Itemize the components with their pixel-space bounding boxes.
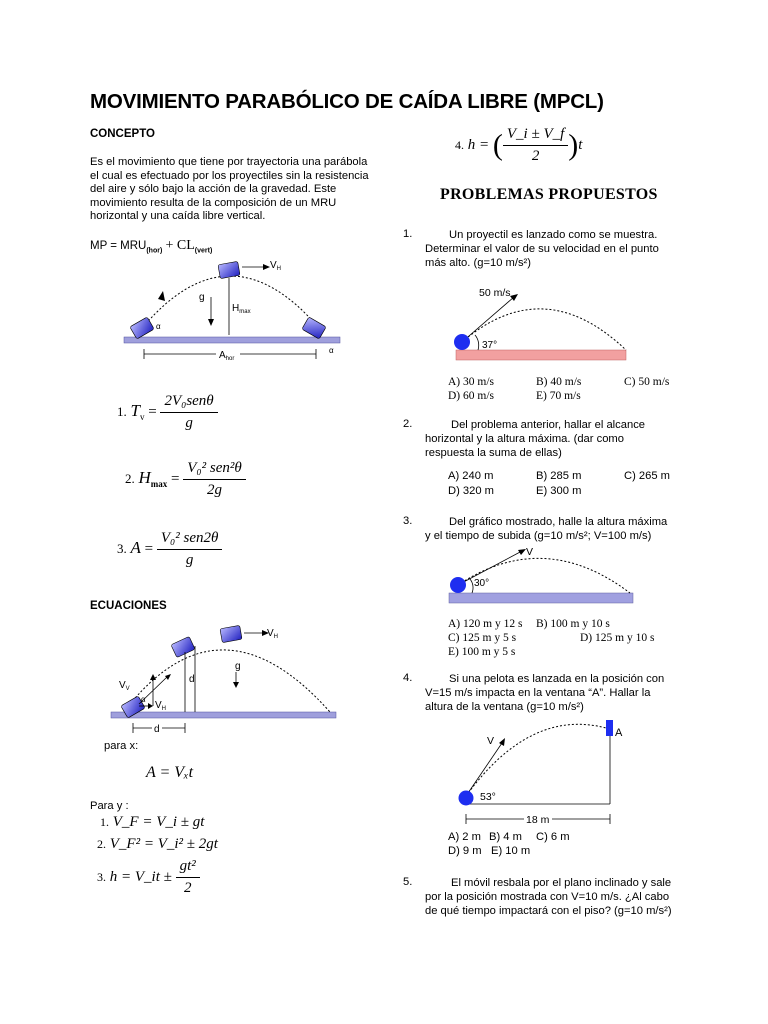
formula-num: 3.	[97, 869, 106, 884]
formula-num: 2.	[125, 470, 135, 486]
formula-numerator: V₀² sen²θ	[183, 460, 246, 480]
problem-line: El móvil resbala por el plano inclinado y sale	[451, 877, 672, 889]
formula-lhs: h =	[467, 136, 490, 153]
option: B) 100 m y 10 s	[536, 618, 610, 630]
formula-lhs: T	[130, 400, 140, 420]
vh-label: $V_H$	[267, 628, 279, 640]
distance-label: 18 m	[526, 814, 550, 826]
problem-number: 1.	[403, 228, 413, 240]
formula-t: t	[578, 136, 583, 153]
formula-lhs-sub: v	[139, 411, 145, 422]
formula-hmax: 2. $H_{max}$ = $\frac{\text{V₀² sen²θ}}{2g}$	[125, 460, 246, 499]
formula-lhs: A	[130, 537, 141, 557]
option: A) 240 m	[448, 470, 494, 482]
velocity-label: V	[526, 546, 534, 558]
mp-formula	[90, 238, 212, 254]
option: C) 6 m	[536, 831, 570, 843]
problem-line: Determinar el valor de su velocidad en el punto	[425, 243, 659, 255]
problems-heading: PROBLEMAS PROPUESTOS	[440, 186, 658, 203]
problem-1-text	[425, 228, 685, 270]
problem-line: más alto. (g=10 m/s²)	[425, 257, 532, 269]
formula-num: 1.	[100, 815, 109, 829]
alpha-left: α	[156, 322, 161, 331]
velocity-vector	[458, 551, 522, 585]
formula-num: 2.	[97, 837, 106, 851]
angle-label: 37°	[482, 340, 498, 351]
concepto-line: horizontal y una caída libre vertical.	[90, 210, 266, 222]
ground-bar	[449, 593, 633, 603]
mp-lhs: MP = MRU	[90, 240, 147, 252]
option: B) 40 m/s	[536, 376, 582, 388]
problem-line: respuesta la suma de ellas)	[425, 447, 562, 459]
problem-line: horizontal y la altura máxima. (dar como	[425, 433, 624, 445]
ball-mid	[171, 636, 195, 657]
velocity-label: 50 m/s	[479, 287, 511, 299]
arrow-right	[263, 264, 270, 270]
formula-body: V_F = V_i ± gt	[112, 814, 205, 830]
problem-line: Del problema anterior, hallar el alcance	[451, 419, 646, 431]
hmax-label: $H_{max}$	[232, 303, 251, 315]
parabola-diagram	[118, 255, 353, 365]
option: A) 30 m/s	[448, 376, 494, 388]
option: E) 10 m	[491, 845, 531, 857]
formula-tv: 1. $T_v$ = $\frac{\text{2V₀senθ}}{g}$	[117, 393, 218, 432]
concepto-line: movimiento resulta de la composición de un MRU	[90, 196, 337, 209]
ground-bar	[124, 337, 340, 343]
formula-y2	[97, 836, 218, 853]
mp-plus-cl: + CL	[165, 238, 195, 253]
formula-lhs-sub: max	[150, 478, 168, 489]
problem-3-diagram	[446, 540, 636, 608]
ball	[459, 791, 474, 806]
problem-4-text	[425, 672, 685, 714]
formula-num: 3.	[117, 540, 127, 556]
ball	[450, 577, 466, 593]
concepto-line: el cual es efectuado por los proyectiles sin la resistencia	[90, 169, 369, 182]
formula-num: 4.	[455, 137, 464, 152]
mp-sub-hor: (hor)	[146, 247, 163, 255]
formula-y4: 4. h = ( $\frac{V\_i \pm V\_f}{2}$ )t	[455, 126, 583, 164]
angle-label: 53°	[480, 791, 496, 803]
d-vertical-label: d	[189, 674, 195, 685]
problem-4-options	[448, 831, 648, 859]
alpha-label: α	[141, 695, 146, 704]
option: A) 2 m	[448, 831, 481, 843]
option: C) 265 m	[624, 470, 671, 482]
option: D) 320 m	[448, 485, 495, 497]
ball	[454, 334, 470, 350]
ecuaciones-heading: ECUACIONES	[90, 600, 167, 612]
problem-5-text	[425, 876, 690, 918]
vh2-label: $V_H$	[155, 700, 167, 712]
concepto-paragraph	[90, 156, 380, 224]
problem-line: V=15 m/s impacta en la ventana “A”. Hallar la	[425, 687, 651, 699]
ground-bar	[111, 712, 336, 718]
problem-3-text	[425, 515, 685, 543]
formula-denominator: 2	[531, 148, 540, 164]
ahor-label: $A_{hor}$	[219, 350, 235, 362]
option: C) 50 m/s	[624, 376, 670, 388]
option: E) 300 m	[536, 485, 582, 497]
option: B) 4 m	[489, 831, 522, 843]
problem-number: 4.	[403, 672, 413, 684]
para-x-label: para x:	[104, 740, 139, 752]
vh-label: $V_H$	[270, 260, 282, 272]
formula-lhs: h = V_it ±	[109, 868, 172, 885]
problem-1-diagram	[448, 280, 633, 366]
vv-label: $V_V$	[119, 680, 130, 692]
g-arrow	[208, 319, 214, 326]
ground-bar	[456, 350, 626, 360]
concepto-line: del aire y sólo bajo la acción de la gravedad. Este	[90, 183, 337, 195]
g-label: g	[199, 292, 205, 303]
problem-1-options	[448, 376, 678, 404]
problem-line: de qué tiempo impactará con el piso? (g=10 m/s²)	[425, 905, 672, 917]
problem-line: altura de la ventana (g=10 m/s²)	[425, 701, 584, 713]
formula-denominator: 2	[183, 880, 192, 896]
concepto-line: Es el movimiento que tiene por trayectoria una parábola	[90, 156, 368, 168]
ball-top	[218, 261, 240, 278]
angle-label: 30°	[474, 578, 490, 589]
launcher-left	[130, 317, 154, 339]
window	[606, 720, 613, 736]
mp-sub-vert: (vert)	[194, 247, 213, 255]
option: D) 60 m/s	[448, 390, 494, 402]
formula-denominator: g	[185, 415, 193, 431]
window-label: A	[615, 727, 623, 739]
problem-4-diagram	[450, 716, 640, 831]
option: E) 100 m y 5 s	[448, 646, 516, 658]
ecuaciones-diagram	[105, 622, 340, 740]
problem-2-options	[448, 470, 678, 500]
formula-body: V_F² = V_i² ± 2gt	[109, 836, 218, 852]
problem-number: 3.	[403, 515, 413, 527]
d-horizontal-label: d	[154, 724, 160, 735]
formula-numerator: V₀² sen2θ	[157, 530, 223, 550]
option: E) 70 m/s	[536, 390, 581, 402]
problem-number: 2.	[403, 418, 413, 430]
problem-number: 5.	[403, 876, 413, 888]
formula-numerator: gt²	[176, 858, 200, 878]
formula-a: 3. A = $\frac{\text{V₀² sen2θ}}{g}$	[117, 530, 222, 569]
problem-3-options	[448, 618, 688, 660]
problem-line: Si una pelota es lanzada en la posición con	[449, 673, 665, 685]
concepto-heading: CONCEPTO	[90, 128, 155, 140]
ball-top	[220, 625, 242, 642]
formula-numerator: V_i ± V_f	[503, 126, 568, 146]
option: B) 285 m	[536, 470, 582, 482]
formula-denominator: 2g	[207, 482, 222, 498]
option: D) 125 m y 10 s	[580, 632, 655, 644]
option: C) 125 m y 5 s	[448, 632, 517, 644]
formula-numerator: 2V₀senθ	[160, 393, 217, 413]
page-title: MOVIMIENTO PARABÓLICO DE CAÍDA LIBRE (MPCL)	[90, 90, 604, 113]
problem-line: Un proyectil es lanzado como se muestra.	[449, 229, 658, 241]
para-y-label: Para y :	[90, 800, 129, 812]
arrow-up	[158, 291, 165, 301]
formula-denominator: g	[185, 552, 194, 568]
g-label: g	[235, 661, 241, 672]
velocity-vector	[466, 743, 502, 796]
formula-lhs: H	[138, 467, 151, 487]
launcher-right	[302, 317, 326, 339]
option: A) 120 m y 12 s	[448, 618, 523, 630]
problem-line: por la posición mostrada con V=10 m/s. ¿Al cabo	[425, 891, 670, 903]
formula-y1	[100, 814, 204, 831]
alpha-right: α	[329, 346, 334, 355]
option: D) 9 m	[448, 845, 482, 857]
formula-ax: A = Vₓt	[146, 764, 194, 781]
problem-2-text	[425, 418, 685, 460]
problem-line: Del gráfico mostrado, halle la altura máxima	[449, 516, 668, 528]
velocity-vector	[462, 297, 514, 342]
formula-y3	[97, 858, 200, 897]
problem-line: y el tiempo de subida (g=10 m/s²; V=100 m/s)	[425, 530, 652, 542]
trajectory	[143, 276, 318, 327]
formula-num: 1.	[117, 403, 127, 419]
velocity-label: V	[487, 735, 495, 747]
